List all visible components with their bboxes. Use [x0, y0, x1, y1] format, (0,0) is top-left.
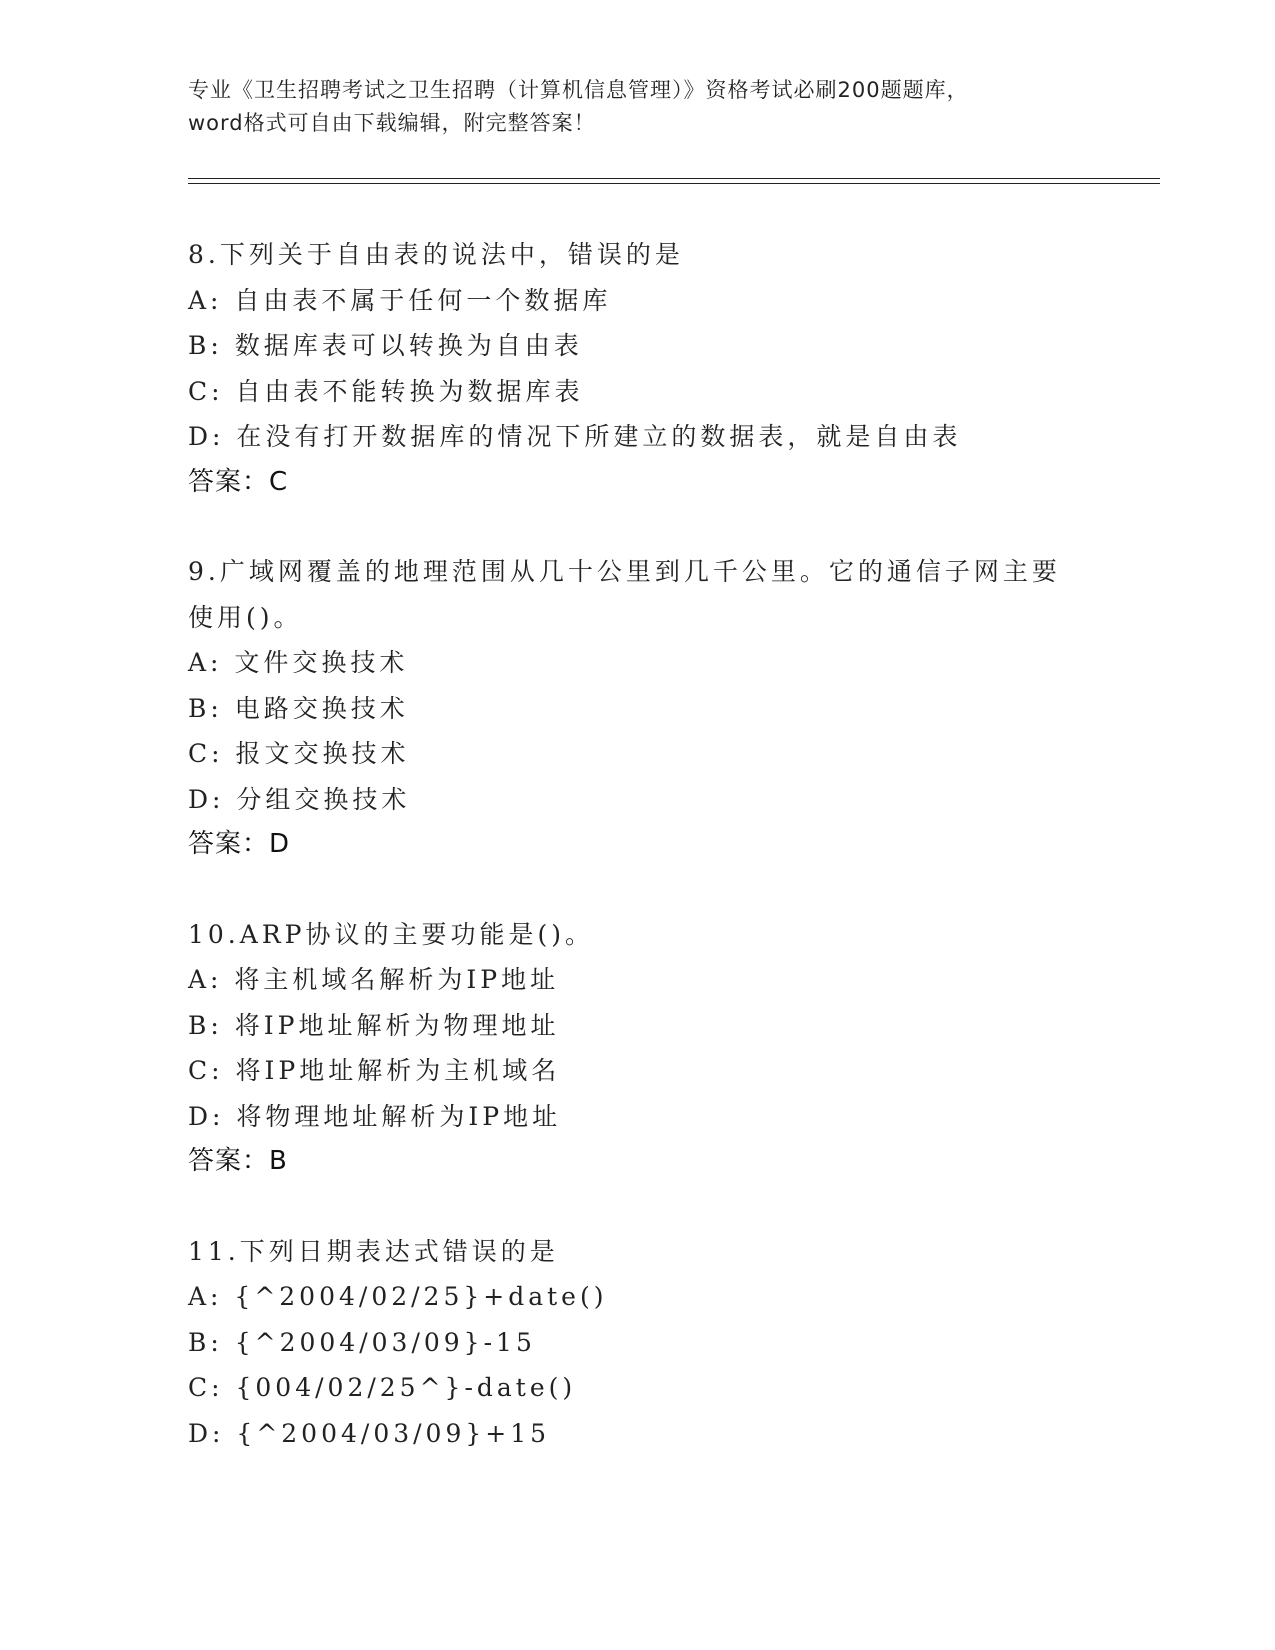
option-a: A: 文件交换技术 [188, 648, 409, 677]
option-a: A: 将主机域名解析为IP地址 [188, 965, 560, 994]
option-d: D: 将物理地址解析为IP地址 [188, 1101, 562, 1131]
answer-line: 答案：D [188, 829, 291, 859]
document-header [188, 74, 1108, 140]
option-b: B: {^2004/03/09}-15 [188, 1327, 536, 1357]
option-d: D: 分组交换技术 [188, 784, 411, 814]
option-d: D: 在没有打开数据库的情况下所建立的数据表，就是自由表 [188, 422, 962, 451]
header-rule-top [188, 178, 1160, 179]
header-rule-bottom [188, 183, 1160, 184]
option-c: C: {004/02/25^}-date() [188, 1373, 577, 1402]
question-stem: 9.广域网覆盖的地理范围从几十公里到几千公里。它的通信子网主要 [188, 557, 1061, 586]
question-8 [188, 232, 1148, 505]
header-line-2: word格式可自由下载编辑，附完整答案！ [188, 111, 596, 135]
option-a: A: {^2004/02/25}+date() [188, 1282, 608, 1311]
question-stem-continued: 使用()。 [188, 602, 303, 632]
option-c: C: 将IP地址解析为主机域名 [188, 1056, 561, 1085]
question-stem: 8.下列关于自由表的说法中，错误的是 [188, 240, 684, 269]
question-list [188, 232, 1148, 1500]
answer-line: 答案：C [188, 466, 289, 497]
option-b: B: 将IP地址解析为物理地址 [188, 1010, 560, 1040]
question-10 [188, 912, 1148, 1185]
question-11 [188, 1229, 1148, 1457]
header-line-1: 专业《卫生招聘考试之卫生招聘（计算机信息管理）》资格考试必刷200题题库， [188, 78, 969, 102]
option-c: C: 自由表不能转换为数据库表 [188, 376, 584, 406]
option-d: D: {^2004/03/09}+15 [188, 1418, 551, 1448]
option-b: B: 电路交换技术 [188, 693, 409, 723]
option-c: C: 报文交换技术 [188, 739, 410, 768]
question-stem: 11.下列日期表达式错误的是 [188, 1236, 559, 1266]
option-b: B: 数据库表可以转换为自由表 [188, 331, 583, 360]
question-9 [188, 549, 1148, 868]
answer-line: 答案：B [188, 1146, 288, 1176]
question-stem: 10.ARP协议的主要功能是()。 [188, 919, 594, 949]
option-a: A: 自由表不属于任何一个数据库 [188, 285, 612, 315]
